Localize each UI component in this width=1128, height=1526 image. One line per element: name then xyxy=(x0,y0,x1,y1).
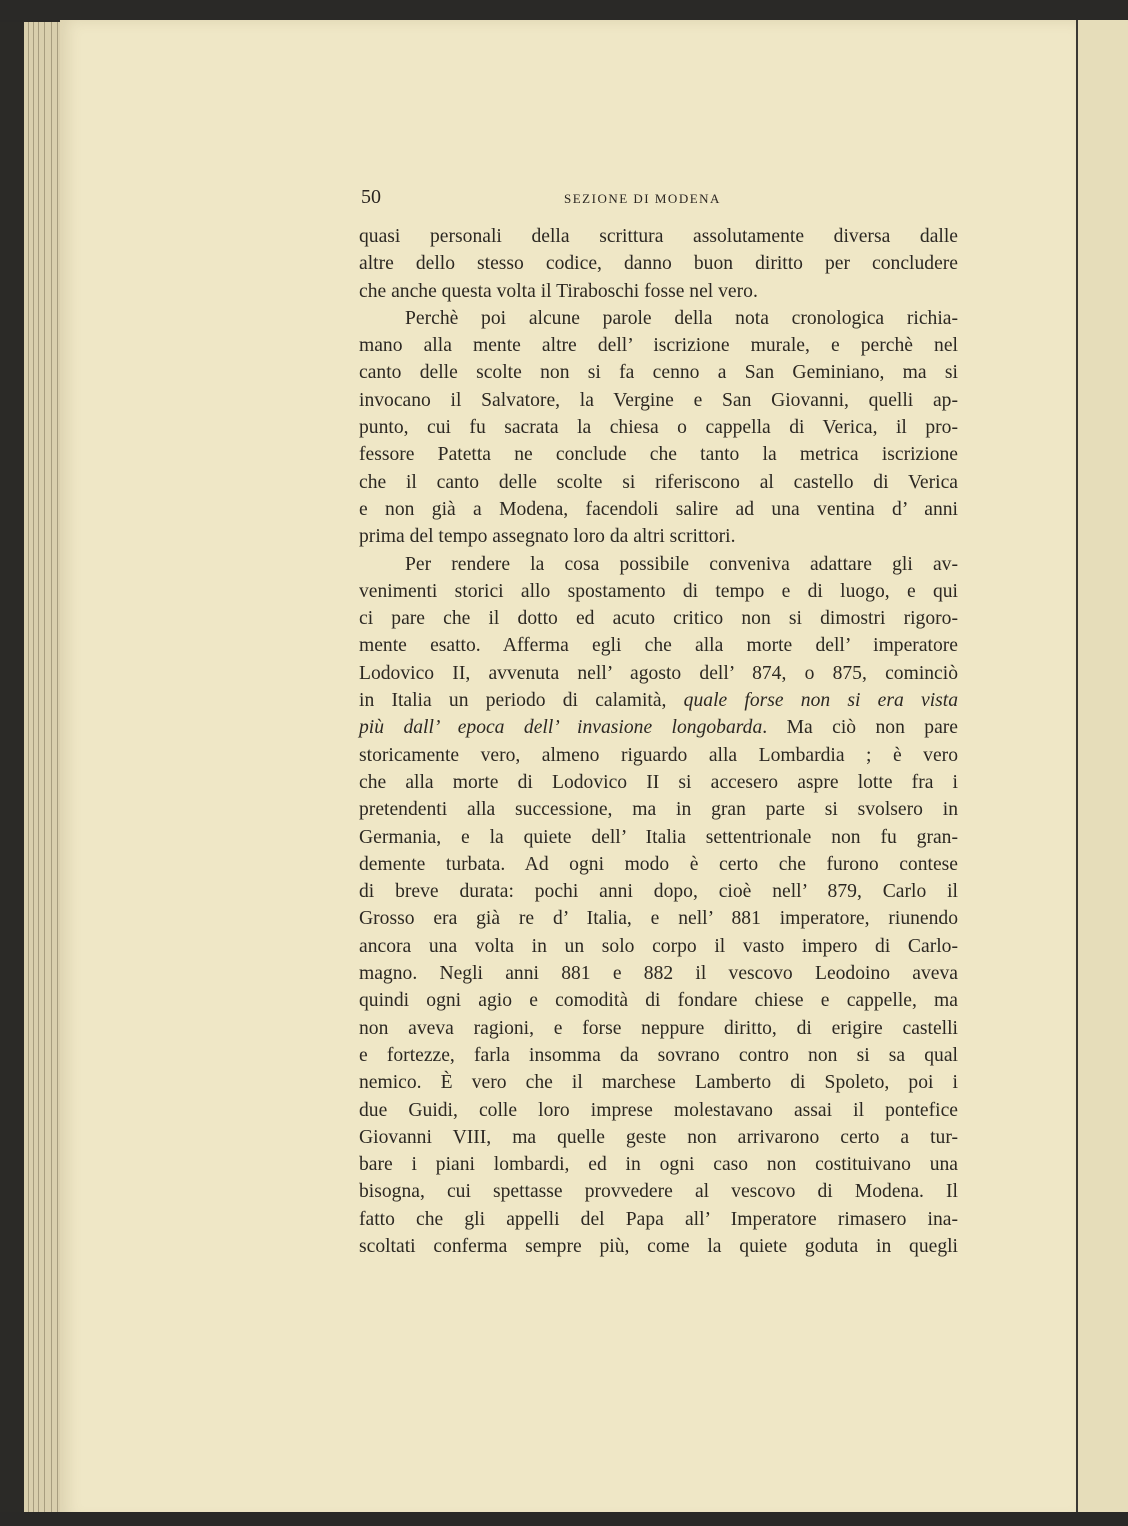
text-run: che alla morte di Lodovico II si accesero aspre lotte fra i xyxy=(359,771,958,793)
body-text xyxy=(359,223,958,1260)
text-run: magno. Negli anni 881 e 882 il vescovo Leodoino aveva xyxy=(359,963,958,985)
text-run: mente esatto. Afferma egli che alla morte dell’ imperatore xyxy=(359,635,958,657)
text-run: Perchè poi alcune parole della nota cronologica richia- xyxy=(405,307,958,329)
text-run: due Guidi, colle loro imprese molestavano assai il pontefice xyxy=(359,1099,958,1121)
text-run: che anche questa volta il Tiraboschi fosse nel vero. xyxy=(359,280,758,302)
text-line xyxy=(359,1069,958,1096)
text-line xyxy=(359,223,958,250)
text-run: ancora una volta in un solo corpo il vasto impero di Carlo- xyxy=(359,935,958,957)
text-line xyxy=(359,933,958,960)
text-line xyxy=(359,1124,958,1151)
text-line xyxy=(359,523,958,550)
text-line xyxy=(359,632,958,659)
text-line xyxy=(359,769,958,796)
text-run: Per rendere la cosa possibile conveniva adattare gli av- xyxy=(405,553,958,575)
text-line xyxy=(359,359,958,386)
text-run: prima del tempo assegnato loro da altri scrittori. xyxy=(359,526,736,548)
text-run: in Italia un periodo di calamità, xyxy=(359,690,684,712)
text-run: mano alla mente altre dell’ iscrizione murale, e perchè nel xyxy=(359,335,958,357)
text-run: canto delle scolte non si fa cenno a San Geminiano, ma si xyxy=(359,362,958,384)
text-line xyxy=(359,851,958,878)
text-line xyxy=(359,660,958,687)
text-run: altre dello stesso codice, danno buon diritto per concludere xyxy=(359,253,958,275)
text-run: bisogna, cui spettasse provvedere al vescovo di Modena. Il xyxy=(359,1181,958,1203)
facing-page-edge xyxy=(1076,20,1128,1526)
text-line xyxy=(359,714,958,741)
text-run: invocano il Salvatore, la Vergine e San Giovanni, quelli ap- xyxy=(359,389,958,411)
text-line xyxy=(359,332,958,359)
text-line xyxy=(359,387,958,414)
text-run: e non già a Modena, facendoli salire ad una ventina d’ anni xyxy=(359,498,958,520)
text-run: Grosso era già re d’ Italia, e nell’ 881 imperatore, riunendo xyxy=(359,908,958,930)
text-line xyxy=(359,905,958,932)
text-run: fessore Patetta ne conclude che tanto la metrica iscrizione xyxy=(359,444,958,466)
text-line xyxy=(359,441,958,468)
text-run: non aveva ragioni, e forse neppure diritto, di erigire castelli xyxy=(359,1017,958,1039)
text-line xyxy=(359,605,958,632)
text-line xyxy=(359,1178,958,1205)
scan-top-border xyxy=(0,0,1128,22)
text-line xyxy=(359,250,958,277)
text-run: pretendenti alla successione, ma in gran parte si svolsero in xyxy=(359,799,958,821)
text-line xyxy=(359,824,958,851)
text-run: nemico. È vero che il marchese Lamberto di Spoleto, poi i xyxy=(359,1072,958,1094)
text-line xyxy=(359,1233,958,1260)
text-line xyxy=(359,796,958,823)
scan-bottom-border xyxy=(0,1512,1128,1526)
italic-text: quale forse non si era vista xyxy=(683,690,959,712)
text-run: quindi ogni agio e comodità di fondare chiese e cappelle, ma xyxy=(359,990,958,1012)
page-number: 50 xyxy=(361,186,381,208)
text-run: venimenti storici allo spostamento di tempo e di luogo, e qui xyxy=(359,580,958,602)
text-line xyxy=(359,1206,958,1233)
text-line xyxy=(359,578,958,605)
text-run: scoltati conferma sempre più, come la quiete goduta in quegli xyxy=(359,1235,958,1257)
text-run: quasi personali della scrittura assolutamente diversa dalle xyxy=(359,226,958,247)
text-line xyxy=(359,687,958,714)
text-run: Lodovico II, avvenuta nell’ agosto dell’ 874, o 875, cominciò xyxy=(359,662,958,684)
text-run: . Ma ciò non pare xyxy=(762,717,958,739)
running-title: SEZIONE DI MODENA xyxy=(564,191,721,206)
text-line xyxy=(359,987,958,1014)
text-line xyxy=(359,496,958,523)
text-run: fatto che gli appelli del Papa all’ Imperatore rimasero ina- xyxy=(359,1208,958,1230)
text-line xyxy=(359,878,958,905)
text-run: storicamente vero, almeno riguardo alla Lombardia ; è vero xyxy=(359,744,958,766)
text-line xyxy=(359,278,958,305)
text-line xyxy=(359,742,958,769)
text-line xyxy=(359,1042,958,1069)
text-run: Giovanni VIII, ma quelle geste non arrivarono certo a tur- xyxy=(359,1126,958,1148)
text-line xyxy=(359,305,958,332)
text-run: che il canto delle scolte si riferiscono al castello di Verica xyxy=(359,471,958,493)
text-line xyxy=(359,551,958,578)
text-line xyxy=(359,469,958,496)
text-line xyxy=(359,960,958,987)
text-line xyxy=(359,1151,958,1178)
text-line xyxy=(359,414,958,441)
text-line xyxy=(359,1015,958,1042)
text-run: punto, cui fu sacrata la chiesa o cappella di Verica, il pro- xyxy=(359,417,958,439)
text-run: di breve durata: pochi anni dopo, cioè nell’ 879, Carlo il xyxy=(359,881,958,903)
text-run: e fortezze, farla insomma da sovrano contro non si sa qual xyxy=(359,1044,958,1066)
text-run: ci pare che il dotto ed acuto critico non si dimostri rigoro- xyxy=(359,608,958,630)
text-run: bare i piani lombardi, ed in ogni caso non costituivano una xyxy=(359,1154,958,1176)
text-run: demente turbata. Ad ogni modo è certo che furono contese xyxy=(359,853,958,875)
text-run: Germania, e la quiete dell’ Italia settentrionale non fu gran- xyxy=(359,826,958,848)
text-line xyxy=(359,1097,958,1124)
page-header xyxy=(359,186,959,212)
italic-text: più dall’ epoca dell’ invasione longobarda xyxy=(359,717,763,739)
